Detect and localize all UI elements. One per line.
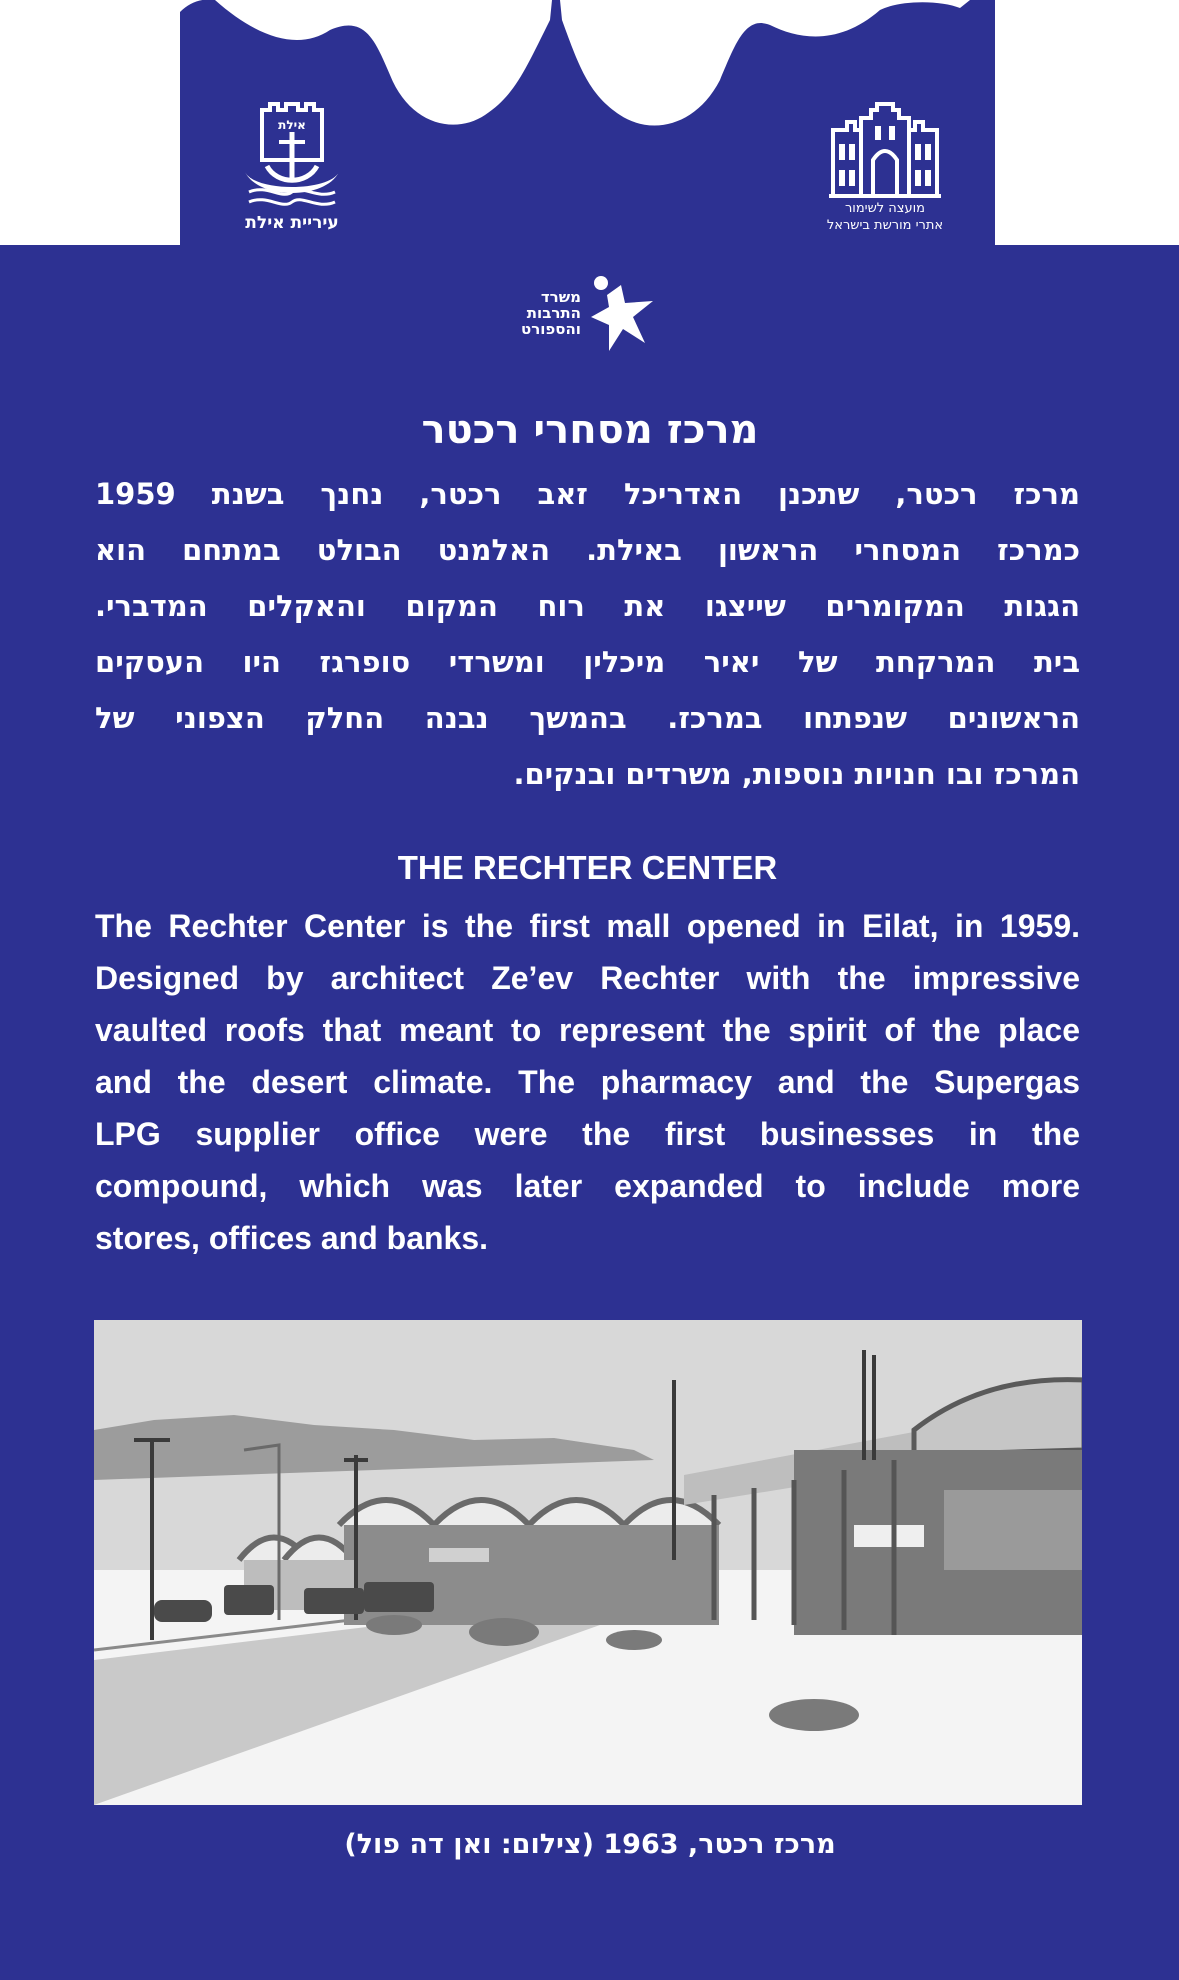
ministry-line-3: והספורט bbox=[521, 319, 581, 338]
eilat-municipality-logo bbox=[232, 100, 352, 250]
english-line: The Rechter Center is the first mall opened in Eilat, in 1959. bbox=[95, 908, 1080, 944]
hebrew-line: הראשונים שנפתחו במרכז. בהמשך נבנה החלק הצפוני של bbox=[95, 701, 1080, 735]
council-logo-line-1: מועצה לשימור bbox=[844, 201, 926, 216]
photo-illustration bbox=[94, 1320, 1082, 1805]
english-line: and the desert climate. The pharmacy and the Supergas bbox=[95, 1064, 1080, 1100]
english-line: stores, offices and banks. bbox=[95, 1220, 489, 1256]
english-line: vaulted roofs that meant to represent the spirit of the place bbox=[95, 1012, 1080, 1048]
header-white-left bbox=[0, 0, 180, 245]
hebrew-title: מרכז מסחרי רכטר bbox=[421, 407, 759, 453]
header-white-right bbox=[995, 0, 1179, 245]
council-logo-line-2: אתרי מורשת בישראל bbox=[826, 218, 944, 233]
emblem-text: אילת bbox=[278, 118, 306, 132]
english-body bbox=[95, 900, 1080, 1264]
ministry-logo-text bbox=[521, 289, 581, 337]
ministry-line-2: התרבות bbox=[526, 303, 581, 322]
hebrew-line: בית המרקחת של יאיר מיכלין ומשרדי סופרגז היו העסקים bbox=[95, 645, 1080, 679]
heritage-building-icon bbox=[825, 100, 945, 200]
english-line: Designed by architect Ze’ev Rechter with the impressive bbox=[95, 960, 1080, 996]
star-figure-icon bbox=[587, 273, 659, 353]
english-line: compound, which was later expanded to include more bbox=[95, 1168, 1080, 1204]
historic-photo bbox=[94, 1320, 1082, 1805]
eilat-logo-caption: עיריית אילת bbox=[245, 213, 339, 233]
hebrew-line: הגגות המקומרים שייצגו את רוח המקום והאקלים המדברי. bbox=[95, 589, 1080, 623]
eilat-city-emblem bbox=[237, 100, 347, 215]
ministry-logo bbox=[505, 265, 675, 360]
hebrew-line: כמרכז המסחרי הראשון באילת. האלמנט הבולט במתחם הוא bbox=[95, 533, 1080, 567]
photo-caption: מרכז רכטר, 1963 (צילום: ואן דה פול) bbox=[344, 1829, 836, 1860]
ministry-line-1: משרד bbox=[540, 287, 581, 306]
hebrew-body bbox=[95, 466, 1080, 802]
hebrew-line: המרכז ובו חנויות נוספות, משרדים ובנקים. bbox=[513, 757, 1080, 791]
hebrew-line: מרכז רכטר, שתכנן האדריכל זאב רכטר, נחנך בשנת 1959 bbox=[95, 477, 1080, 511]
heritage-council-logo bbox=[785, 100, 985, 250]
english-line: LPG supplier office were the first businesses in the bbox=[95, 1116, 1080, 1152]
english-title: THE RECHTER CENTER bbox=[397, 849, 778, 886]
